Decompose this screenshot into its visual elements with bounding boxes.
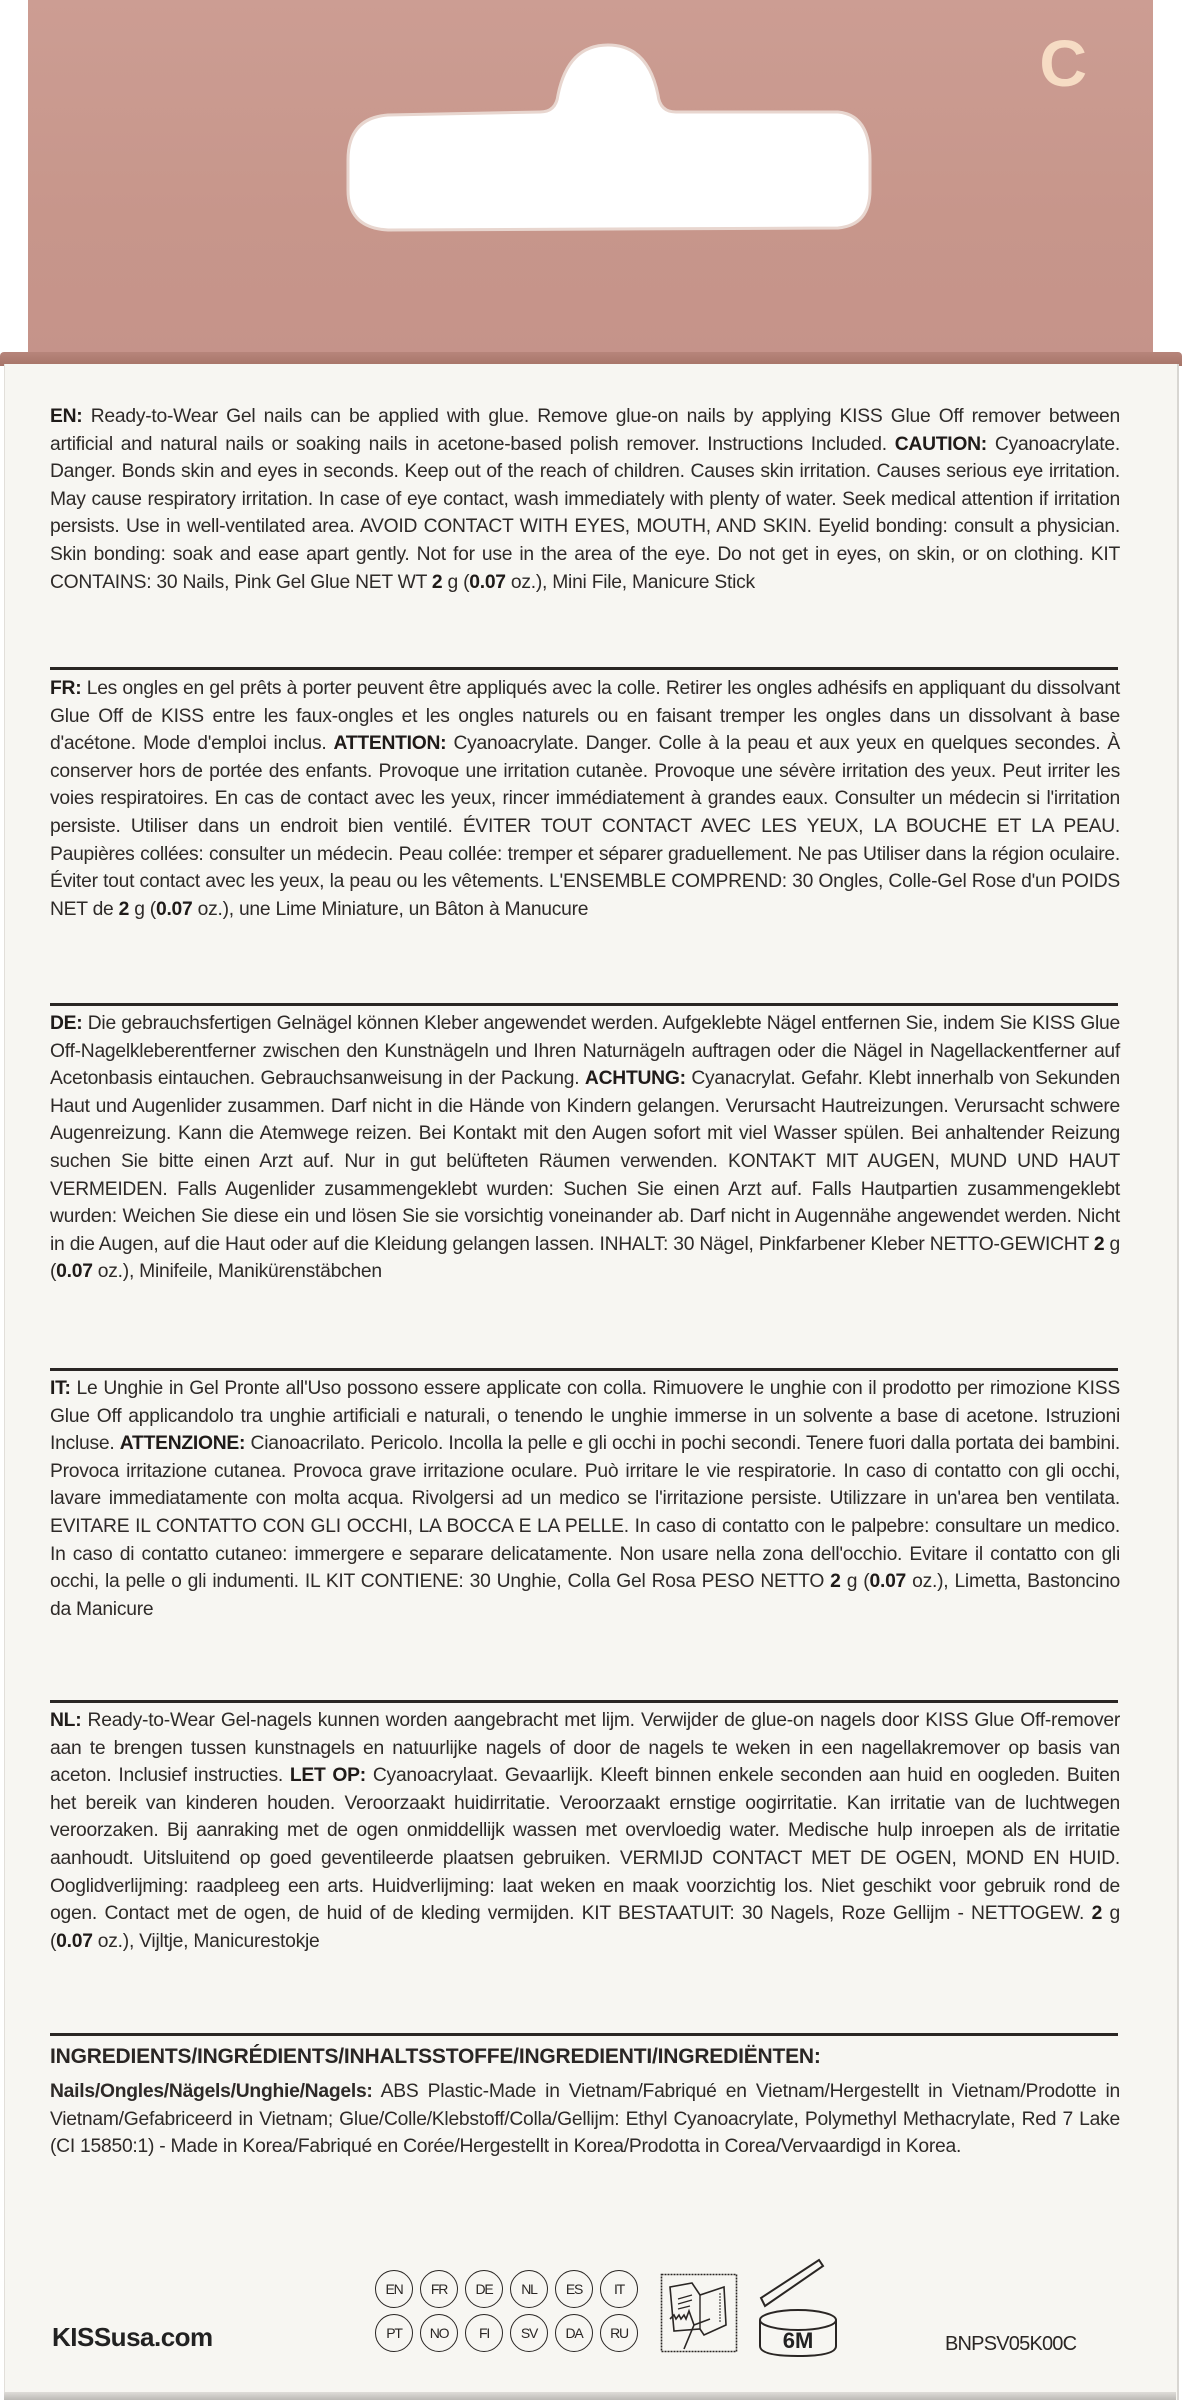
emphasis-text: 0.07 (56, 1261, 93, 1283)
period-after-opening: 6M (782, 2328, 814, 2353)
read-instructions-icon (660, 2273, 738, 2353)
language-badge-no: NO (420, 2314, 458, 2352)
body-text: Ready-to-Wear Gel nails can be applied with glue. Remove glue-on nails by applying KISS Glue Off remover between artificial and natural nails or soaking nails in acetone-based polish remover. Instructions Included. (50, 406, 1120, 455)
language-badge-da: DA (555, 2314, 593, 2352)
emphasis-text: ATTENZIONE: (119, 1433, 246, 1455)
emphasis-text: 2 (431, 571, 443, 593)
body-text: Cianoacrilato. Pericolo. Incolla la pelle e gli occhi in pochi secondi. Tenere fuori dalla portata dei bambini. Provoca irritazione cutanea. Provoca grave irritazione oculare. Può irritare le vie respiratorie. In caso di contatto con gli occhi, lavare immediatamente con molta acqua. Rivolgersi ad un medico se l'irritazione persiste. Utilizzare in un'area ben ventilata. EVITARE IL CONTATTO CON GLI OCCHI, LA BOCCA E LA PELLE. In caso di contatto con le palpebre: consultare un medico. In caso di contatto cutaneo: immergere e separare delicatamente. Non usare nella zona dell'occhio. Evitare il contatto con gli occhi, la pelle o gli indumenti. IL KIT CONTIENE: 30 Unghie, Colla Gel Rosa PESO NETTO (50, 1433, 1120, 1593)
divider (50, 1368, 1118, 1371)
language-badge-en: EN (375, 2270, 413, 2308)
body-text: Le Unghie in Gel Pronte all'Uso possono essere applicate con colla. Rimuovere le unghie con il prodotto per rimozione KISS Glue Off applicandolo tra unghie artificiali e naturali, o tenendo le unghie immerse in un solvente a base di acetone. Istruzioni Incluse. (50, 1378, 1120, 1455)
body-text: Les ongles en gel prêts à porter peuvent être appliqués avec la colle. Retirer les ongles adhésifs en appliquant du dissolvant Glue Off de KISS entre les faux-ongles et les ongles naturels ou en faisant tremper les ongles dans un dissolvant à base d'acétone. Mode d'emploi inclus. (50, 678, 1120, 755)
body-text: g ( (129, 898, 156, 920)
body-text: Ready-to-Wear Gel-nagels kunnen worden aangebracht met lijm. Verwijder de glue-on nagels door KISS Glue Off-remover aan te brengen tussen kunstnagels en natuurlijke nagels of door de nagels te weken in een nagellakremover op basis van aceton. Inclusief instructies. (50, 1710, 1120, 1787)
language-badge-it: IT (600, 2270, 638, 2308)
section-nl (50, 1707, 1120, 1955)
emphasis-text: LET OP: (289, 1765, 366, 1787)
body-text: oz.), Mini File, Manicure Stick (505, 571, 755, 593)
language-code: EN: (50, 406, 83, 427)
divider (50, 667, 1118, 670)
body-text: oz.), une Lime Miniature, un Bâton à Manucure (192, 898, 589, 920)
emphasis-text: ATTENTION: (333, 733, 447, 755)
language-badge-es: ES (555, 2270, 593, 2308)
body-text: oz.), Minifeile, Manikürenstäbchen (92, 1261, 382, 1283)
divider (50, 1700, 1118, 1703)
hang-hole-icon (318, 40, 898, 240)
emphasis-text: 0.07 (869, 1571, 907, 1593)
section-it (50, 1375, 1120, 1623)
body-text: Cyanoacrylate. Danger. Colle à la peau et aux yeux en quelques secondes. À conserver hors de portée des enfants. Provoque une irritation cutanèe. Provoque une sévère irritation des yeux. Peut irriter les voies respiratoires. En cas de contact avec les yeux, rincer immédiatement à grandes eaux. Consulter un médecin si l'irritation persiste. Utiliser dans un endroit bien ventilé. ÉVITER TOUT CONTACT AVEC LES YEUX, LA BOUCHE ET LA PEAU. Paupières collées: consulter un médecin. Peau collée: tremper et séparer graduellement. Ne pas Utiliser dans la région oculaire. Éviter tout contact avec les yeux, la peau ou les vêtements. L'ENSEMBLE COMPREND: 30 Ongles, Colle-Gel Rose d'un POIDS NET de (50, 733, 1120, 920)
emphasis-text: 2 (1091, 1903, 1103, 1925)
ingredients-body (50, 2078, 1120, 2161)
emphasis-text: 0.07 (469, 571, 506, 593)
language-badge-fi: FI (465, 2314, 503, 2352)
divider (50, 2033, 1118, 2036)
language-code: IT: (50, 1378, 71, 1399)
language-badge-nl: NL (510, 2270, 548, 2308)
section-fr (50, 675, 1120, 923)
language-badge-fr: FR (420, 2270, 458, 2308)
body-text: oz.), Limetta, Bastoncino da Manicure (50, 1571, 1121, 1620)
body-text: g ( (50, 1903, 1120, 1952)
section-en (50, 403, 1120, 596)
emphasis-text: 2 (830, 1571, 841, 1593)
category-letter: C (1039, 26, 1087, 100)
emphasis-text: 0.07 (56, 1930, 93, 1952)
body-text: oz.), Vijltje, Manicurestokje (92, 1930, 320, 1952)
sku-code: BNPSV05K00C (945, 2333, 1077, 2355)
website-link[interactable]: KISSusa.com (52, 2322, 213, 2352)
emphasis-text: 0.07 (155, 898, 193, 920)
language-code: FR: (50, 678, 82, 699)
language-badges (375, 2270, 645, 2352)
language-badge-sv: SV (510, 2314, 548, 2352)
language-badge-pt: PT (375, 2314, 413, 2352)
language-badge-ru: RU (600, 2314, 638, 2352)
emphasis-text: ACHTUNG: (584, 1068, 686, 1090)
emphasis-text: CAUTION: (894, 433, 987, 455)
body-text: Cyanacrylat. Gefahr. Klebt innerhalb von Sekunden Haut und Augenlider zusammen. Darf nicht in die Hände von Kindern gelangen. Verursacht Hautreizungen. Verursacht schwere Augenreizung. Kann die Atemwege reizen. Bei Kontakt mit den Augen sofort mit viel Wasser spülen. Bei anhaltender Reizung suchen Sie bitte einen Arzt auf. Nur in gut belüfteten Räumen verwenden. KONTAKT MIT AUGEN, MUND UND HAUT VERMEIDEN. Falls Augenlider zusammengeklebt wurden: Suchen Sie einen Arzt auf. Falls Hautpartien zusammengeklebt wurden: Weichen Sie diese ein und lösen Sie sie vorsichtig voneinander ab. Darf nicht in Augennähe angewendet werden. Nicht in die Augen, auf die Haut oder auf die Kleidung gelangen lassen. INHALT: 30 Nägel, Pinkfarbener Kleber NETTO-GEWICHT (50, 1068, 1120, 1255)
body-text: Cyanoacrylaat. Gevaarlijk. Kleeft binnen enkele seconden aan huid en oogleden. Buiten het bereik van kinderen houden. Veroorzaakt huidirritatie. Veroorzaakt ernstige oogirritatie. Kan irritatie van de luchtwegen veroorzaken. Bij aanraking met de ogen onmiddellijk wassen met overvloedig water. Medische hulp inroepen als de irritatie aanhoudt. Uitsluitend op goed geventileerde plaatsen gebruiken. VERMIJD CONTACT MET DE OGEN, MOND EN HUID. Ooglidverlijming: raadpleeg een arts. Huidverlijming: laat weken en maak voorzichtig los. Niet geschikt voor gebruik rond de ogen. Contact met de ogen, de huid of de kleding vermijden. KIT BESTAATUIT: 30 Nagels, Roze Gellijm - NETTOGEW. (50, 1765, 1120, 1925)
ingredients-title: INGREDIENTS/INGRÉDIENTS/INHALTSSTOFFE/INGREDIENTI/INGREDIËNTEN: (50, 2045, 821, 2068)
language-badge-de: DE (465, 2270, 503, 2308)
section-de (50, 1010, 1120, 1286)
divider (50, 1003, 1118, 1006)
body-text: g ( (442, 571, 470, 593)
body-text: g ( (840, 1571, 870, 1593)
emphasis-text: 2 (1093, 1233, 1105, 1255)
body-text: g ( (50, 1233, 1120, 1283)
language-code: DE: (50, 1013, 83, 1034)
hang-tab (28, 0, 1153, 360)
ingredients-text: ABS Plastic-Made in Vietnam/Fabriqué en Vietnam/Hergestellt in Vietnam/Prodotte in Vietnam/Gefabriceerd in Vietnam; Glue/Colle/Klebstoff/Colla/Gellijm: Ethyl Cyanoacrylate, Polymethyl Methacrylate, Red 7 Lake (CI 15850:1) - Made in Korea/Fabriqué en Corée/Hergestellt in Korea/Prodotta in Corea/Vervaardigd in Korea. (50, 2081, 1120, 2158)
language-code: NL: (50, 1710, 82, 1731)
package-bottom-edge (4, 2392, 1176, 2400)
body-text: Die gebrauchsfertigen Gelnägel können Kleber angewendet werden. Aufgeklebte Nägel entfernen Sie, indem Sie KISS Glue Off-Nagelkleberentferner zwischen den Kunstnägeln und Ihren Naturnägeln auftragen oder die Nägel in Nagellackentferner auf Acetonbasis eintauchen. Gebrauchsanweisung in der Packung. (50, 1013, 1120, 1090)
body-text: Cyanoacrylate. Danger. Bonds skin and eyes in seconds. Keep out of the reach of children. Causes skin irritation. Causes serious eye irritation. May cause respiratory irritation. In case of eye contact, wash immediately with plenty of water. Seek medical attention if irritation persists. Use in well-ventilated area. AVOID CONTACT WITH EYES, MOUTH, AND SKIN. Eyelid bonding: consult a physician. Skin bonding: soak and ease apart gently. Not for use in the area of the eye. Do not get in eyes, on skin, or on clothing. KIT CONTAINS: 30 Nails, Pink Gel Glue NET WT (50, 433, 1120, 593)
ingredients-label: Nails/Ongles/Nägels/Unghie/Nagels: (50, 2081, 373, 2102)
emphasis-text: 2 (118, 898, 130, 920)
